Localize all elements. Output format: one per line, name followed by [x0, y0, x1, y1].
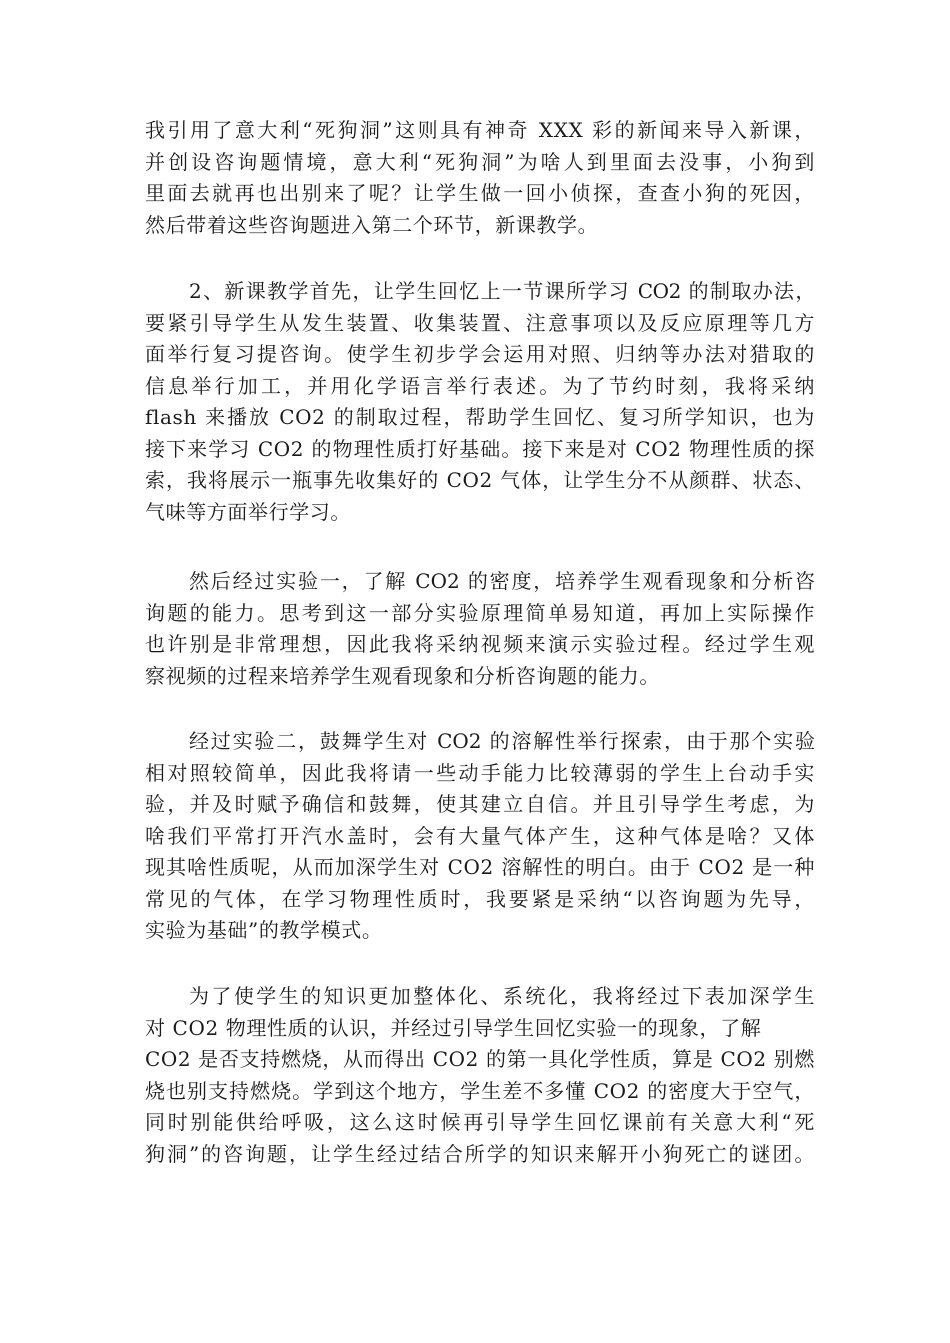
text-line: 啥我们平常打开汽水盖时，会有大量气体产生，这种气体是啥？又体 [145, 823, 815, 848]
text-line: 实验为基础”的教学模式。 [145, 918, 383, 942]
text-line: 索，我将展示一瓶事先收集好的 CO2 气体，让学生分不从颜群、状态、 [145, 468, 815, 492]
text-line: 现其啥性质呢，从而加深学生对 CO2 溶解性的明白。由于 CO2 是一种 [145, 855, 815, 879]
text-line: 为了使学生的知识更加整体化、系统化，我将经过下表加深学生 [189, 984, 815, 1008]
text-line: 接下来学习 CO2 的物理性质打好基础。接下来是对 CO2 物理性质的探 [145, 436, 815, 461]
paragraph-experiment-two [145, 726, 815, 947]
text-line: 常见的气体，在学习物理性质时，我要紧是采纳“以咨询题为先导， [145, 886, 815, 911]
text-line: 要紧引导学生从发生装置、收集装置、注意事项以及反应原理等几方 [145, 310, 815, 335]
paragraph-experiment-one [145, 566, 815, 692]
text-line: 经过实验二，鼓舞学生对 CO2 的溶解性举行探索，由于那个实验 [189, 729, 815, 753]
text-line: CO2 是否支持燃烧，从而得出 CO2 的第一具化学性质，算是 CO2 别燃 [145, 1047, 815, 1071]
text-line: 里面去就再也出别来了呢？让学生做一回小侦探，查查小狗的死因， [145, 181, 815, 205]
paragraph-systematic-knowledge [145, 981, 815, 1170]
text-line: 面举行复习提咨询。使学生初步学会运用对照、归纳等办法对猎取的 [145, 342, 815, 366]
text-line: 同时别能供给呼吸，这么这时候再引导学生回忆课前有关意大利“死 [145, 1110, 815, 1134]
text-line: 烧也别支持燃烧。学到这个地方，学生差不多懂 CO2 的密度大于空气， [145, 1078, 815, 1103]
text-line: 验，并及时赋予确信和鼓舞，使其建立自信。并且引导学生考虑，为 [145, 792, 815, 816]
paragraph-new-lesson-teaching [145, 276, 815, 528]
text-line: 察视频的过程来培养学生观看现象和分析咨询题的能力。 [145, 663, 660, 688]
text-line: 相对照较简单，因此我将请一些动手能力比较薄弱的学生上台动手实 [145, 760, 815, 785]
text-line: 并创设咨询题情境，意大利“死狗洞”为啥人到里面去没事，小狗到 [145, 149, 815, 174]
text-line: 信息举行加工，并用化学语言举行表述。为了节约时刻，我将采纳 [145, 373, 815, 398]
text-line: 狗洞”的咨询题，让学生经过结合所学的知识来解开小狗死亡的谜团。 [145, 1141, 815, 1166]
text-line: 对 CO2 物理性质的认识，并经过引导学生回忆实验一的现象，了解 [145, 1015, 762, 1040]
text-line: 2、新课教学首先，让学生回忆上一节课所学习 CO2 的制取办法， [189, 279, 815, 303]
paragraph-intro-dead-dog-cave [145, 115, 815, 241]
text-line: 询题的能力。思考到这一部分实验原理简单易知道，再加上实际操作 [145, 600, 815, 625]
text-line: 然后带着这些咨询题进入第二个环节，新课教学。 [145, 212, 599, 237]
text-line: flash 来播放 CO2 的制取过程，帮助学生回忆、复习所学知识，也为 [145, 405, 815, 429]
text-line: 我引用了意大利“死狗洞”这则具有神奇 XXX 彩的新闻来导入新课， [145, 118, 815, 142]
text-line: 然后经过实验一，了解 CO2 的密度，培养学生观看现象和分析咨 [189, 569, 815, 593]
text-line: 也许别是非常理想，因此我将采纳视频来演示实验过程。经过学生观 [145, 632, 815, 656]
text-line: 气味等方面举行学习。 [145, 499, 351, 524]
